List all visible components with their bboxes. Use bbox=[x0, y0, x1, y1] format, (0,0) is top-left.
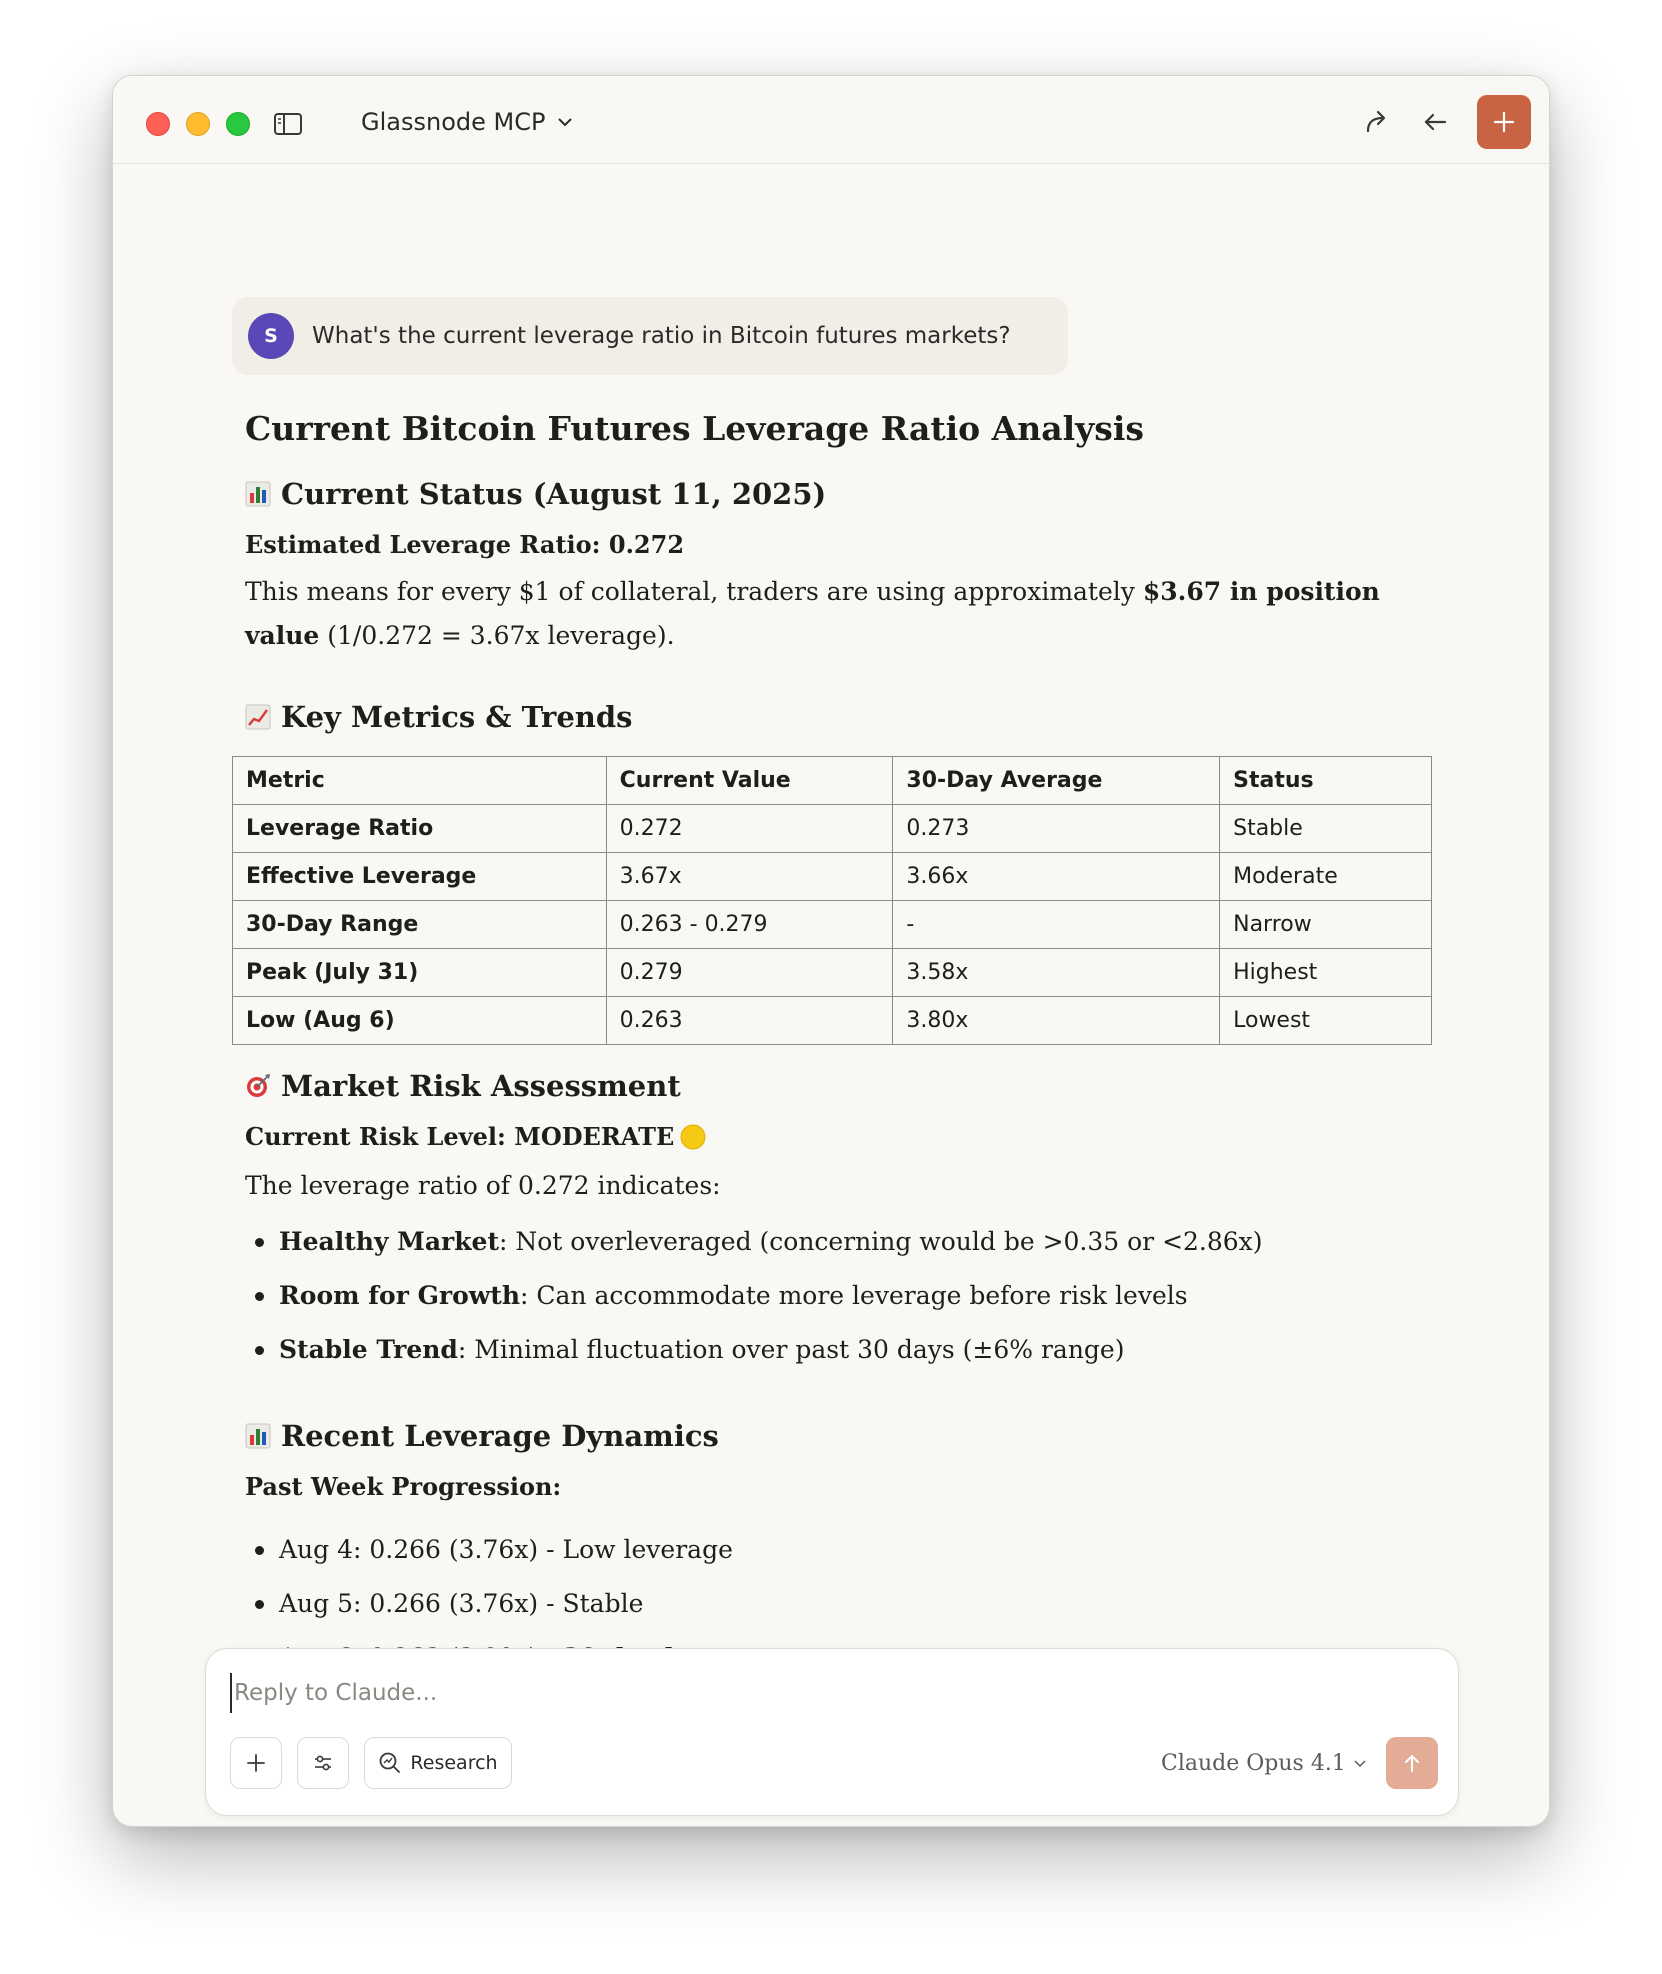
user-message bbox=[232, 297, 1068, 375]
table-cell: 0.272 bbox=[606, 805, 893, 853]
new-chat-button[interactable] bbox=[1477, 95, 1531, 149]
dynamics-heading-text: Recent Leverage Dynamics bbox=[281, 1419, 719, 1453]
table-cell: 3.66x bbox=[893, 853, 1220, 901]
zoom-window-button[interactable] bbox=[226, 112, 250, 136]
table-cell: 0.273 bbox=[893, 805, 1220, 853]
table-row bbox=[233, 853, 1432, 901]
metrics-table bbox=[232, 756, 1432, 1045]
risk-bullet-list bbox=[245, 1220, 1263, 1382]
message-composer bbox=[205, 1648, 1459, 1816]
table-cell: Moderate bbox=[1220, 853, 1432, 901]
risk-level-line bbox=[245, 1122, 706, 1151]
close-window-button[interactable] bbox=[146, 112, 170, 136]
reply-input[interactable] bbox=[230, 1673, 1130, 1713]
title-bar bbox=[113, 76, 1549, 164]
table-cell: Highest bbox=[1220, 949, 1432, 997]
table-cell: 0.263 - 0.279 bbox=[606, 901, 893, 949]
list-item-bold: Stable Trend bbox=[279, 1335, 458, 1364]
list-item-bold: Healthy Market bbox=[279, 1227, 499, 1256]
list-item-text: : Not overleveraged (concerning would be >0.35 or <2.86x) bbox=[499, 1227, 1263, 1256]
model-selector[interactable] bbox=[1161, 1745, 1368, 1781]
explanation-paragraph bbox=[245, 570, 1405, 658]
table-cell: Low (Aug 6) bbox=[233, 997, 607, 1045]
table-cell: Narrow bbox=[1220, 901, 1432, 949]
arrow-up-icon bbox=[1401, 1752, 1423, 1774]
chart-increasing-icon bbox=[245, 704, 271, 730]
table-cell: Effective Leverage bbox=[233, 853, 607, 901]
research-icon bbox=[378, 1751, 402, 1775]
share-icon[interactable] bbox=[1361, 106, 1393, 138]
plus-icon bbox=[245, 1752, 267, 1774]
conversation-title-text: Glassnode MCP bbox=[361, 108, 546, 136]
table-cell: Peak (July 31) bbox=[233, 949, 607, 997]
metrics-heading-text: Key Metrics & Trends bbox=[281, 700, 633, 734]
user-message-text: What's the current leverage ratio in Bitcoin futures markets? bbox=[312, 323, 1011, 349]
column-header: 30-Day Average bbox=[893, 757, 1220, 805]
risk-intro: The leverage ratio of 0.272 indicates: bbox=[245, 1171, 721, 1200]
table-cell: - bbox=[893, 901, 1220, 949]
chevron-down-icon bbox=[1352, 1755, 1368, 1771]
table-cell: Stable bbox=[1220, 805, 1432, 853]
tools-button[interactable] bbox=[297, 1737, 349, 1789]
table-cell: 3.80x bbox=[893, 997, 1220, 1045]
risk-heading-text: Market Risk Assessment bbox=[281, 1069, 681, 1103]
back-arrow-icon[interactable] bbox=[1419, 106, 1451, 138]
sliders-icon bbox=[312, 1752, 334, 1774]
list-item-text: : Can accommodate more leverage before risk levels bbox=[520, 1281, 1188, 1310]
explanation-text-2: (1/0.272 = 3.67x leverage). bbox=[319, 621, 675, 650]
response-heading: Current Bitcoin Futures Leverage Ratio Analysis bbox=[245, 409, 1144, 448]
list-item-text: : Minimal fluctuation over past 30 days (±6% range) bbox=[457, 1335, 1125, 1364]
risk-heading bbox=[245, 1069, 681, 1103]
yellow-circle-icon bbox=[680, 1124, 706, 1150]
research-button[interactable] bbox=[364, 1737, 512, 1789]
column-header: Status bbox=[1220, 757, 1432, 805]
status-heading-text: Current Status (August 11, 2025) bbox=[281, 477, 827, 511]
minimize-window-button[interactable] bbox=[186, 112, 210, 136]
table-row bbox=[233, 997, 1432, 1045]
list-item bbox=[245, 1220, 1263, 1274]
list-item-text: Aug 4: 0.266 (3.76x) - Low leverage bbox=[279, 1535, 733, 1564]
list-item bbox=[245, 1274, 1263, 1328]
table-row bbox=[233, 805, 1432, 853]
column-header: Metric bbox=[233, 757, 607, 805]
model-label: Claude Opus 4.1 bbox=[1161, 1750, 1346, 1776]
dynamics-subheading: Past Week Progression: bbox=[245, 1472, 562, 1501]
explanation-text-1: This means for every $1 of collateral, traders are using approximately bbox=[245, 577, 1143, 606]
chevron-down-icon bbox=[555, 112, 575, 132]
plus-icon bbox=[1492, 110, 1516, 134]
table-cell: 0.279 bbox=[606, 949, 893, 997]
list-item bbox=[245, 1582, 733, 1636]
list-item-bold: Room for Growth bbox=[279, 1281, 521, 1310]
conversation-title[interactable] bbox=[361, 102, 575, 142]
table-cell: 0.263 bbox=[606, 997, 893, 1045]
bar-chart-icon bbox=[245, 1423, 271, 1449]
sidebar-toggle-icon[interactable] bbox=[273, 111, 303, 137]
table-row bbox=[233, 949, 1432, 997]
list-item bbox=[245, 1328, 1263, 1382]
table-header-row bbox=[233, 757, 1432, 805]
table-cell: Lowest bbox=[1220, 997, 1432, 1045]
list-item-text: Aug 5: 0.266 (3.76x) - Stable bbox=[279, 1589, 644, 1618]
risk-level-text: Current Risk Level: MODERATE bbox=[245, 1122, 675, 1151]
list-item bbox=[245, 1528, 733, 1582]
app-window bbox=[112, 75, 1550, 1827]
status-heading bbox=[245, 477, 826, 511]
metrics-heading bbox=[245, 700, 632, 734]
research-label: Research bbox=[410, 1752, 498, 1774]
table-cell: Leverage Ratio bbox=[233, 805, 607, 853]
table-cell: 3.67x bbox=[606, 853, 893, 901]
conversation-area[interactable] bbox=[113, 165, 1549, 1720]
column-header: Current Value bbox=[606, 757, 893, 805]
table-cell: 30-Day Range bbox=[233, 901, 607, 949]
direct-hit-icon bbox=[245, 1073, 271, 1099]
bar-chart-icon bbox=[245, 481, 271, 507]
avatar: S bbox=[248, 313, 294, 359]
dynamics-heading bbox=[245, 1419, 719, 1453]
add-attachment-button[interactable] bbox=[230, 1737, 282, 1789]
table-row bbox=[233, 901, 1432, 949]
table-cell: 3.58x bbox=[893, 949, 1220, 997]
send-button[interactable] bbox=[1386, 1737, 1438, 1789]
estimate-line: Estimated Leverage Ratio: 0.272 bbox=[245, 530, 685, 559]
explanation-bold: $3.67 in position value bbox=[245, 577, 1380, 650]
